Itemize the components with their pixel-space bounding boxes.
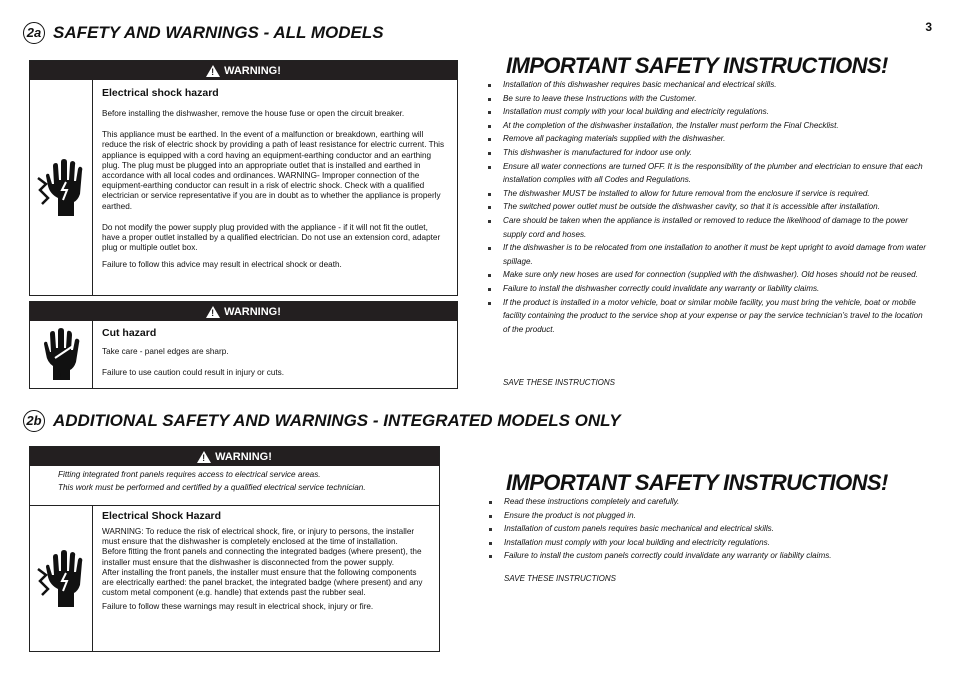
warning-paragraph: WARNING: To reduce the risk of electrical shock, fire, or injury to persons, the installer must ensure that the dishwasher is completely enclosed at the time of installation. [102, 527, 415, 547]
hazard-title: Electrical Shock Hazard [102, 510, 222, 522]
warning-header [30, 61, 457, 80]
save-instructions-b: SAVE THESE INSTRUCTIONS [504, 574, 617, 583]
instruction-item: Be sure to leave these Instructions with the Customer. [503, 92, 928, 106]
instruction-item: Ensure all water connections are turned OFF. It is the responsibility of the plumber and electrician to ensure that each installation complies with all Codes and Regulations. [503, 160, 928, 187]
warning-header-label: WARNING! [224, 305, 281, 318]
hazard-title: Cut hazard [102, 327, 157, 339]
save-instructions-a: SAVE THESE INSTRUCTIONS [503, 378, 616, 387]
instruction-item: Care should be taken when the appliance is installed or removed to reduce the likelihood of damage to the power supply cord and hoses. [503, 214, 928, 241]
warning-paragraph: Do not modify the power supply plug provided with the appliance - if it will not fit the outlet, have a proper outlet installed by a qualified electrician. Do not use an extension cord, adapter plug or multiple outlet box. [102, 222, 441, 253]
warning-header [30, 302, 457, 321]
instruction-item: Remove all packaging materials supplied with the dishwasher. [503, 132, 928, 146]
warning-paragraph: After installing the front panels, the installer must ensure that the following components are electrically earthed: the panel bracket, the integrated badge (where present) and any custom metal component (e.g. handle) that extends past the rubber seal. [102, 567, 423, 598]
intro-line: Fitting integrated front panels requires access to electrical service areas. [58, 470, 321, 479]
instruction-item: If the product is installed in a motor vehicle, boat or similar mobile facility, you must bring the vehicle, boat or mobile facility containing the product to the service shop at your expense or pay the service technician’s travel to the location of the product. [503, 296, 928, 337]
instruction-item: Installation must comply with your local building and electricity regulations. [504, 536, 929, 550]
instruction-item: The switched power outlet must be outside the dishwasher cavity, so that it is accessible after installation. [503, 200, 928, 214]
instruction-item: If the dishwasher is to be relocated from one installation to another it must be kept upright to avoid damage from water spillage. [503, 241, 928, 268]
warning-header-label: WARNING! [215, 450, 272, 463]
warning-paragraph: This appliance must be earthed. In the event of a malfunction or breakdown, earthing will reduce the risk of electric shock by providing a path of least resistance for electric current. This appliance is equipped with a cord having an equipment-earthing conductor and an earthing plug. The plug must be plugged into an appropriate outlet that is installed and earthed in accordance with all local codes and ordinances. WARNING- Improper connection of the equipment-earthing conductor can result in a risk of electric shock. Check with a qualified electrician or service representative if you are in doubt as to whether the appliance is properly earthed. [102, 130, 445, 211]
instruction-item: Installation of this dishwasher requires basic mechanical and electrical skills. [503, 78, 928, 92]
section-title-2b: ADDITIONAL SAFETY AND WARNINGS - INTEGRATED MODELS ONLY [53, 411, 621, 430]
instructions-title-b: IMPORTANT SAFETY INSTRUCTIONS! [506, 470, 888, 495]
section-title-2a: SAFETY AND WARNINGS - ALL MODELS [53, 23, 384, 42]
section-badge-2a: 2a [23, 22, 45, 44]
instruction-item: Failure to install the custom panels correctly could invalidate any warranty or liability claims. [504, 549, 929, 563]
instruction-item: Make sure only new hoses are used for connection (supplied with the dishwasher). Old hoses should not be reused. [503, 268, 928, 282]
warning-triangle-icon: ! [197, 451, 211, 463]
warning-paragraph: Failure to follow this advice may result in electrical shock or death. [102, 260, 342, 270]
section-badge-2b: 2b [23, 410, 45, 432]
instruction-item: Read these instructions completely and carefully. [504, 495, 929, 509]
warning-box-electrical [29, 60, 458, 296]
instruction-item: Installation must comply with your local building and electricity regulations. [503, 105, 928, 119]
intro-line: This work must be performed and certified by a qualified electrical service technician. [58, 482, 366, 492]
warning-triangle-icon: ! [206, 65, 220, 77]
warning-paragraph: Failure to follow these warnings may result in electrical shock, injury or fire. [102, 602, 374, 612]
warning-paragraph: Take care - panel edges are sharp. [102, 347, 229, 356]
instructions-list-b [504, 495, 929, 563]
hazard-title: Electrical shock hazard [102, 87, 219, 99]
warning-box-integrated [29, 446, 440, 652]
page-number: 3 [925, 20, 932, 34]
warning-intro [30, 466, 439, 506]
warning-header-label: WARNING! [224, 64, 281, 77]
instruction-item: Failure to install the dishwasher correctly could invalidate any warranty or liability claims. [503, 282, 928, 296]
instruction-item: At the completion of the dishwasher installation, the Installer must perform the Final Checklist. [503, 119, 928, 133]
instructions-list-a [503, 78, 928, 336]
electric-shock-hand-icon [30, 80, 93, 296]
instruction-item: Installation of custom panels requires basic mechanical and electrical skills. [504, 522, 929, 536]
warning-box-cut [29, 301, 458, 389]
warning-paragraph: Failure to use caution could result in injury or cuts. [102, 368, 285, 378]
instruction-item: Ensure the product is not plugged in. [504, 509, 929, 523]
instruction-item: The dishwasher MUST be installed to allow for future removal from the enclosure if service is required. [503, 187, 928, 201]
warning-paragraph: Before fitting the front panels and connecting the integrated badges (where present), the installer must ensure that the dishwasher is disconnected from the power supply. [102, 547, 422, 567]
instructions-title-a: IMPORTANT SAFETY INSTRUCTIONS! [506, 53, 888, 78]
instruction-item: This dishwasher is manufactured for indoor use only. [503, 146, 928, 160]
warning-triangle-icon: ! [206, 306, 220, 318]
warning-header [30, 447, 439, 466]
warning-paragraph: Before installing the dishwasher, remove the house fuse or open the circuit breaker. [102, 109, 405, 118]
electric-shock-hand-icon [30, 506, 93, 651]
cut-hand-icon [30, 321, 93, 389]
